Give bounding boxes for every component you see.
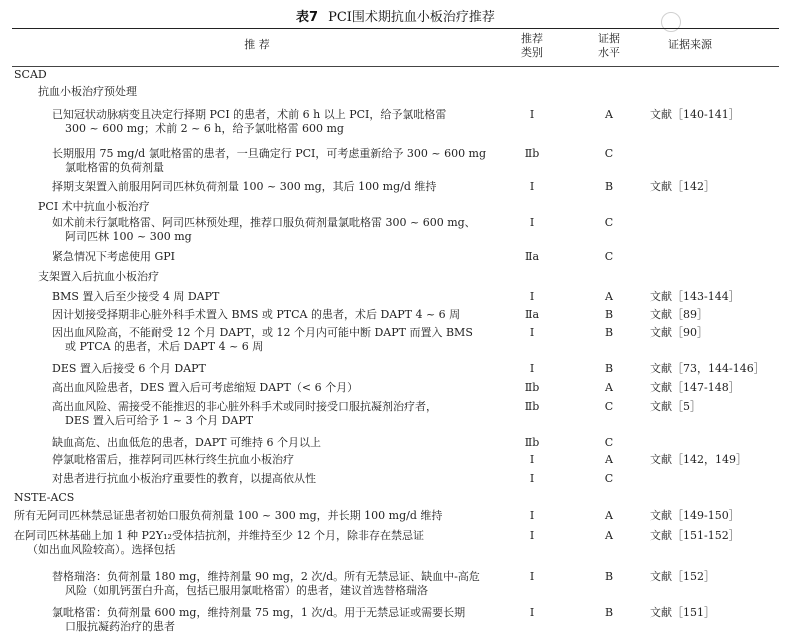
header-level-line1: 证据 (598, 32, 620, 45)
recommendation-class: Ⅰ (529, 606, 535, 619)
recommendation-class: Ⅱb (524, 400, 540, 413)
recommendation-class: Ⅰ (529, 180, 535, 193)
recommendation-text (52, 400, 437, 428)
evidence-source: 文献［142］ (650, 180, 715, 193)
recommendation-text (52, 570, 480, 598)
header-class-line1: 推荐 (521, 32, 543, 45)
evidence-level: A (605, 453, 613, 466)
recommendation-line: NSTE-ACS (14, 491, 75, 504)
recommendation-line: DES 置入后接受 6 个月 DAPT (52, 362, 206, 375)
evidence-level: A (605, 108, 613, 121)
recommendation-line: 支架置入后抗血小板治疗 (38, 270, 159, 283)
recommendation-text (52, 362, 206, 376)
recommendation-text (14, 509, 442, 523)
recommendation-line: 缺血高危、出血低危的患者，DAPT 可维持 6 个月以上 (52, 436, 321, 449)
header-level (589, 32, 629, 60)
recommendation-class: Ⅰ (529, 362, 535, 375)
recommendation-text (52, 472, 316, 486)
evidence-source: 文献［152］ (650, 570, 715, 583)
section-heading (14, 68, 47, 82)
header-class-line2: 类别 (521, 46, 543, 59)
section-heading (14, 491, 74, 505)
recommendation-class: Ⅰ (529, 472, 535, 485)
evidence-source: 文献［151-152］ (650, 529, 740, 542)
recommendation-class: Ⅰ (529, 453, 535, 466)
evidence-source: 文献［142，149］ (650, 453, 747, 466)
recommendation-line: 高出血风险患者，DES 置入后可考虑缩短 DAPT（< 6 个月） (52, 381, 359, 394)
recommendation-text (52, 180, 436, 194)
recommendation-text (52, 308, 460, 322)
recommendation-line: 抗血小板治疗预处理 (38, 85, 137, 98)
evidence-level: B (604, 180, 614, 193)
recommendation-line: 对患者进行抗血小板治疗重要性的教育，以提高依从性 (52, 472, 316, 485)
recommendation-text (52, 147, 486, 175)
recommendation-line: 在阿司匹林基础上加 1 种 P2Y₁₂受体拮抗剂，并维持至少 12 个月，除非存在禁忌证 (14, 529, 424, 542)
header-class (512, 32, 552, 60)
recommendation-line: 阿司匹林 100 ~ 300 mg (65, 230, 192, 243)
recommendation-line: 因出血风险高，不能耐受 12 个月 DAPT，或 12 个月内可能中断 DAPT 而置入 BMS (52, 326, 473, 339)
recommendation-text (52, 108, 446, 136)
evidence-source: 文献［149-150］ (650, 509, 740, 522)
recommendation-line: PCI 术中抗血小板治疗 (38, 200, 150, 213)
watermark-logo-icon (661, 12, 681, 32)
evidence-level: C (604, 400, 614, 413)
evidence-source: 文献［73，144-146］ (650, 362, 765, 375)
recommendation-class: Ⅰ (529, 509, 535, 522)
recommendation-line: 因计划接受择期非心脏外科手术置入 BMS 或 PTCA 的患者，术后 DAPT 4 ~ 6 周 (52, 308, 461, 321)
recommendation-line: 如术前未行氯吡格雷、阿司匹林预处理，推荐口服负荷剂量氯吡格雷 300 ~ 600 mg、 (52, 216, 476, 229)
evidence-source: 文献［90］ (650, 326, 708, 339)
recommendation-text (14, 529, 424, 557)
evidence-level: B (604, 570, 614, 583)
top-rule (12, 28, 779, 29)
section-heading (38, 200, 150, 214)
recommendation-text (52, 216, 476, 244)
evidence-source: 文献［147-148］ (650, 381, 740, 394)
header-recommendation: 推 荐 (244, 38, 270, 51)
recommendation-class: Ⅰ (529, 290, 535, 303)
recommendation-class: Ⅰ (529, 529, 535, 542)
evidence-source: 文献［5］ (650, 400, 701, 413)
recommendation-text (52, 606, 465, 634)
table-caption: PCI围术期抗血小板治疗推荐 (328, 10, 495, 25)
recommendation-line: 替格瑞洛：负荷剂量 180 mg，维持剂量 90 mg，2 次/d。所有无禁忌证、缺血中-高危 (52, 570, 480, 583)
evidence-source: 文献［140-141］ (650, 108, 740, 121)
recommendation-text (52, 381, 358, 395)
section-heading (38, 270, 159, 284)
recommendation-class: Ⅱb (524, 147, 540, 160)
recommendation-class: Ⅱb (524, 381, 540, 394)
table-number: 表7 (296, 10, 319, 25)
header-rule (12, 66, 779, 67)
recommendation-line: 或 PTCA 的患者，术后 DAPT 4 ~ 6 周 (65, 340, 264, 353)
evidence-source: 文献［89］ (650, 308, 708, 321)
recommendation-class: Ⅱa (524, 250, 540, 263)
recommendation-class: Ⅰ (529, 108, 535, 121)
header-level-line2: 水平 (598, 46, 620, 59)
recommendation-class: Ⅰ (529, 326, 535, 339)
evidence-level: A (605, 509, 613, 522)
recommendation-class: Ⅰ (529, 216, 535, 229)
watermark (661, 8, 771, 36)
recommendation-class: Ⅱa (524, 308, 540, 321)
recommendation-line: 口服抗凝药治疗的患者 (65, 620, 175, 633)
recommendation-line: 氯吡格雷：负荷剂量 600 mg，维持剂量 75 mg，1 次/d。用于无禁忌证或需要长期 (52, 606, 466, 619)
recommendation-line: 所有无阿司匹林禁忌证患者初始口服负荷剂量 100 ~ 300 mg，并长期 100 mg/d 维持 (14, 509, 443, 522)
recommendation-line: SCAD (14, 68, 47, 81)
evidence-level: A (605, 381, 613, 394)
recommendation-line: 300 ~ 600 mg；术前 2 ~ 6 h，给予氯吡格雷 600 mg (65, 122, 344, 135)
recommendation-line: 紧急情况下考虑使用 GPI (52, 250, 176, 263)
recommendation-text (52, 326, 473, 354)
evidence-level: C (604, 436, 614, 449)
evidence-level: B (604, 362, 614, 375)
evidence-level: C (604, 147, 614, 160)
recommendation-line: 高出血风险、需接受不能推迟的非心脏外科手术或同时接受口服抗凝剂治疗者， (52, 400, 437, 413)
recommendation-line: DES 置入后可给予 1 ~ 3 个月 DAPT (65, 414, 254, 427)
recommendation-line: 择期支架置入前服用阿司匹林负荷剂量 100 ~ 300 mg，其后 100 mg/d 维持 (52, 180, 437, 193)
recommendation-text (52, 453, 294, 467)
evidence-level: C (604, 216, 614, 229)
recommendation-text (52, 250, 175, 264)
evidence-source: 文献［151］ (650, 606, 715, 619)
evidence-level: C (604, 250, 614, 263)
evidence-source: 文献［143-144］ (650, 290, 740, 303)
recommendation-line: 风险（如肌钙蛋白升高，包括已服用氯吡格雷）的患者，建议首选替格瑞洛 (65, 584, 428, 597)
evidence-level: B (604, 326, 614, 339)
recommendation-line: 氯吡格雷的负荷剂量 (65, 161, 164, 174)
recommendation-text (52, 436, 321, 450)
evidence-level: B (604, 308, 614, 321)
evidence-level: A (605, 529, 613, 542)
recommendation-text (52, 290, 219, 304)
header-source: 证据来源 (668, 38, 712, 51)
recommendation-class: Ⅰ (529, 570, 535, 583)
recommendation-line: 停氯吡格雷后，推荐阿司匹林行终生抗血小板治疗 (52, 453, 294, 466)
recommendation-class: Ⅱb (524, 436, 540, 449)
recommendation-line: BMS 置入后至少接受 4 周 DAPT (52, 290, 220, 303)
evidence-level: B (604, 606, 614, 619)
section-heading (38, 85, 137, 99)
recommendation-line: 已知冠状动脉病变且决定行择期 PCI 的患者，术前 6 h 以上 PCI，给予氯吡格雷 (52, 108, 447, 121)
recommendation-line: （如出血风险较高）。选择包括 (27, 543, 176, 556)
evidence-level: A (605, 290, 613, 303)
recommendation-line: 长期服用 75 mg/d 氯吡格雷的患者，一旦确定行 PCI，可考虑重新给予 300 ~ 600 mg (52, 147, 487, 160)
evidence-level: C (604, 472, 614, 485)
